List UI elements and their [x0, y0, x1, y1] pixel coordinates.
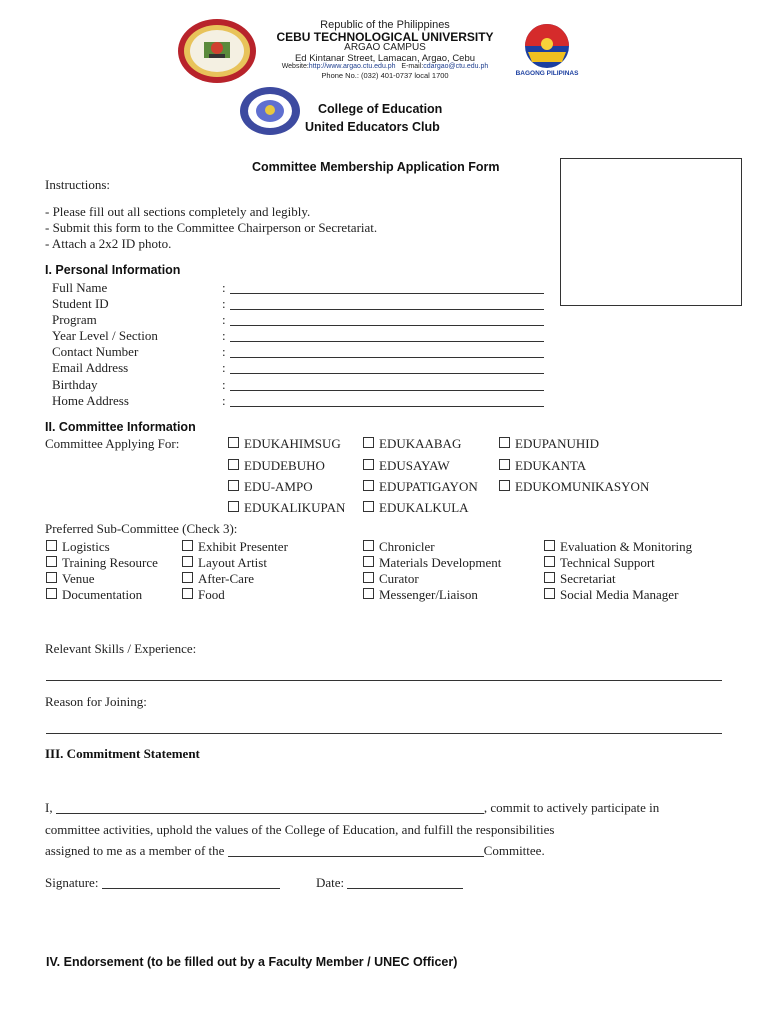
commitment-name-field[interactable] — [56, 813, 484, 814]
option-label: EDUKALKULA — [379, 500, 469, 515]
option-label: Logistics — [62, 539, 110, 554]
option-label: Documentation — [62, 587, 143, 602]
checkbox[interactable] — [182, 540, 193, 551]
checkbox[interactable] — [363, 501, 374, 512]
checkbox[interactable] — [182, 572, 193, 583]
sub-committee-option[interactable] — [182, 587, 225, 603]
checkbox[interactable] — [544, 572, 555, 583]
option-label: EDUPANUHID — [515, 436, 600, 451]
sub-committee-option[interactable] — [544, 555, 655, 571]
sub-committee-option[interactable] — [544, 539, 692, 555]
option-label: EDUPATIGAYON — [379, 479, 478, 494]
section-personal-heading: I. Personal Information — [45, 263, 181, 277]
checkbox[interactable] — [46, 588, 57, 599]
committee-option[interactable] — [228, 479, 313, 495]
committee-option[interactable] — [499, 479, 649, 495]
option-label: Messenger/Liaison — [379, 587, 478, 602]
sub-committee-option[interactable] — [363, 587, 478, 603]
commitment-text: Committee. — [483, 843, 545, 858]
checkbox[interactable] — [499, 480, 510, 491]
sub-committee-option[interactable] — [544, 587, 678, 603]
committee-option[interactable] — [228, 458, 325, 474]
home-address-field[interactable] — [222, 395, 544, 407]
header-phone: Phone No.: (032) 401-0737 local 1700 — [321, 71, 449, 80]
committee-option[interactable] — [363, 458, 450, 474]
sub-committee-label: Preferred Sub-Committee (Check 3): — [45, 521, 238, 536]
sub-committee-option[interactable] — [544, 571, 616, 587]
sub-committee-option[interactable] — [46, 571, 95, 587]
committee-option[interactable] — [499, 436, 599, 452]
option-label: EDUKANTA — [515, 458, 587, 473]
section-endorsement-heading: IV. Endorsement (to be filled out by a Faculty Member / UNEC Officer) — [46, 955, 458, 969]
option-label: Training Resource — [62, 555, 158, 570]
date-row — [316, 875, 463, 891]
option-label: EDUSAYAW — [379, 458, 450, 473]
email-label: E-mail: — [401, 63, 424, 70]
sub-committee-option[interactable] — [46, 555, 158, 571]
website-link[interactable]: http://www.argao.ctu.edu.ph — [308, 63, 396, 70]
field-label: Home Address — [52, 393, 129, 408]
checkbox[interactable] — [499, 437, 510, 448]
field-colon: : — [222, 393, 226, 408]
committee-applying-label: Committee Applying For: — [45, 436, 180, 451]
sub-committee-option[interactable] — [182, 539, 288, 555]
committee-option[interactable] — [228, 436, 341, 452]
commitment-paragraph-line2: committee activities, uphold the values of the College of Education, and fulfill the responsibilities — [45, 822, 555, 837]
full-name-field[interactable] — [222, 282, 544, 294]
checkbox[interactable] — [544, 588, 555, 599]
header-contact-web — [230, 63, 540, 70]
form-title: Committee Membership Application Form — [252, 160, 500, 174]
student-id-field[interactable] — [222, 298, 544, 310]
checkbox[interactable] — [363, 556, 374, 567]
commitment-text: assigned to me as a member of the — [45, 843, 225, 858]
option-label: Layout Artist — [198, 555, 267, 570]
option-label: EDUKOMUNIKASYON — [515, 479, 650, 494]
instruction-item: - Please fill out all sections completely and legibly. — [45, 204, 311, 219]
email-address-field[interactable] — [222, 362, 544, 374]
field-label: Year Level / Section — [52, 328, 158, 343]
option-label: Materials Development — [379, 555, 502, 570]
option-label: Curator — [379, 571, 419, 586]
field-colon: : — [222, 280, 226, 295]
checkbox[interactable] — [544, 540, 555, 551]
header-campus: ARGAO CAMPUS — [344, 42, 426, 53]
committee-option[interactable] — [228, 500, 345, 516]
email-link[interactable]: cdargao@ctu.edu.ph — [423, 63, 489, 70]
header-republic: Republic of the Philippines — [320, 19, 450, 31]
checkbox[interactable] — [182, 588, 193, 599]
header-address: Ed Kintanar Street, Lamacan, Argao, Cebu — [294, 53, 476, 64]
section-commitment-heading: III. Commitment Statement — [45, 746, 200, 761]
photo-box[interactable] — [560, 158, 742, 306]
committee-option[interactable] — [363, 500, 469, 516]
option-label: EDUDEBUHO — [244, 458, 325, 473]
option-label: Exhibit Presenter — [198, 539, 288, 554]
checkbox[interactable] — [363, 480, 374, 491]
college-name: College of Education — [318, 102, 443, 116]
option-label: Venue — [62, 571, 95, 586]
sub-committee-option[interactable] — [46, 539, 110, 555]
header-university: CEBU TECHNOLOGICAL UNIVERSITY — [276, 30, 494, 44]
sub-committee-option[interactable] — [182, 571, 254, 587]
reason-label: Reason for Joining: — [45, 694, 147, 709]
website-label: Website: — [281, 63, 309, 70]
checkbox[interactable] — [363, 459, 374, 470]
bagong-pilipinas-text: BAGONG PILIPINAS — [515, 70, 579, 77]
option-label: EDUKAABAG — [379, 436, 462, 451]
skills-answer-line[interactable] — [46, 680, 722, 681]
option-label: Secretariat — [560, 571, 616, 586]
commitment-paragraph-line1 — [45, 800, 659, 816]
checkbox[interactable] — [228, 480, 239, 491]
commitment-committee-field[interactable] — [228, 856, 484, 857]
field-label: Contact Number — [52, 344, 139, 359]
option-label: EDUKALIKUPAN — [244, 500, 346, 515]
section-committee-heading: II. Committee Information — [45, 420, 196, 434]
checkbox[interactable] — [228, 437, 239, 448]
checkbox[interactable] — [46, 540, 57, 551]
field-colon: : — [222, 377, 226, 392]
sub-committee-option[interactable] — [46, 587, 142, 603]
checkbox[interactable] — [499, 459, 510, 470]
checkbox[interactable] — [228, 501, 239, 512]
field-colon: : — [222, 328, 226, 343]
bagong-pilipinas-logo — [516, 22, 578, 80]
field-colon: : — [222, 296, 226, 311]
sub-committee-option[interactable] — [363, 539, 435, 555]
field-label: Program — [52, 312, 97, 327]
checkbox[interactable] — [46, 556, 57, 567]
instructions-heading: Instructions: — [45, 177, 110, 192]
reason-answer-line[interactable] — [46, 733, 722, 734]
club-name: United Educators Club — [305, 120, 440, 134]
option-label: Social Media Manager — [560, 587, 679, 602]
option-label: Technical Support — [560, 555, 655, 570]
date-label: Date: — [316, 875, 345, 890]
checkbox[interactable] — [363, 437, 374, 448]
date-field[interactable] — [347, 888, 463, 889]
year-section-field[interactable] — [222, 330, 544, 342]
instruction-item: - Submit this form to the Committee Chairperson or Secretariat. — [45, 220, 378, 235]
signature-row — [45, 875, 280, 891]
field-label: Email Address — [52, 360, 129, 375]
commitment-text: , commit to actively participate in — [483, 800, 660, 815]
option-label: After-Care — [198, 571, 255, 586]
committee-option[interactable] — [499, 458, 586, 474]
option-label: Chronicler — [379, 539, 435, 554]
signature-label: Signature: — [45, 875, 99, 890]
skills-label: Relevant Skills / Experience: — [45, 641, 197, 656]
field-colon: : — [222, 344, 226, 359]
checkbox[interactable] — [363, 588, 374, 599]
field-label: Birthday — [52, 377, 98, 392]
sub-committee-option[interactable] — [182, 555, 267, 571]
sub-committee-option[interactable] — [363, 555, 501, 571]
unec-seal-logo — [238, 86, 302, 136]
checkbox[interactable] — [363, 572, 374, 583]
checkbox[interactable] — [363, 540, 374, 551]
option-label: Evaluation & Monitoring — [560, 539, 693, 554]
option-label: EDUKAHIMSUG — [244, 436, 341, 451]
option-label: EDU-AMPO — [244, 479, 313, 494]
sub-committee-option[interactable] — [363, 571, 419, 587]
field-colon: : — [222, 312, 226, 327]
instruction-item: - Attach a 2x2 ID photo. — [45, 236, 172, 251]
signature-field[interactable] — [102, 888, 280, 889]
field-colon: : — [222, 360, 226, 375]
checkbox[interactable] — [544, 556, 555, 567]
birthday-field[interactable] — [222, 379, 544, 391]
option-label: Food — [198, 587, 225, 602]
field-label: Student ID — [52, 296, 109, 311]
field-label: Full Name — [52, 280, 108, 295]
checkbox[interactable] — [46, 572, 57, 583]
checkbox[interactable] — [182, 556, 193, 567]
commitment-i: I, — [45, 800, 53, 815]
checkbox[interactable] — [228, 459, 239, 470]
contact-number-field[interactable] — [222, 346, 544, 358]
committee-option[interactable] — [363, 436, 461, 452]
program-field[interactable] — [222, 314, 544, 326]
committee-option[interactable] — [363, 479, 478, 495]
commitment-paragraph-line3 — [45, 843, 545, 859]
